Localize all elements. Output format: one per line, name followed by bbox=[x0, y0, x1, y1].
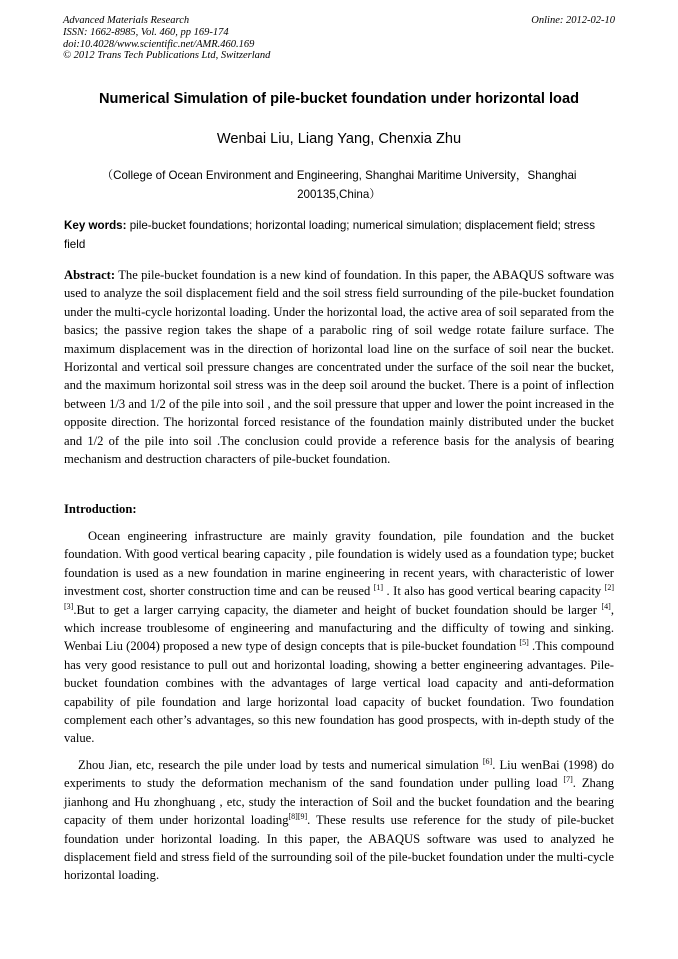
citation: [6] bbox=[482, 757, 493, 766]
abstract bbox=[64, 266, 614, 468]
citation: [2] [3] bbox=[64, 583, 614, 611]
citation: [7] bbox=[563, 775, 573, 785]
text-run: Zhou Jian, etc, research the pile under load by tests and numerical simulation bbox=[78, 758, 483, 772]
keywords-label: Key words: bbox=[64, 219, 127, 232]
keywords-text: pile-bucket foundations; horizontal loading; numerical simulation; displacement field; stress field bbox=[64, 219, 596, 251]
text-run: . Zhang jianhong and Hu zhonghuang , etc, study the interaction of Soil and the bucket foundation and the bearing capacity of them under horizontal loading bbox=[64, 776, 614, 828]
paper-authors: Wenbai Liu, Liang Yang, Chenxia Zhu bbox=[216, 131, 462, 147]
journal-issn: ISSN: 1662-8985, Vol. 460, pp 169-174 bbox=[63, 26, 229, 38]
abstract-label: Abstract: bbox=[64, 268, 116, 282]
keywords bbox=[64, 216, 614, 254]
paper-affiliation: （College of Ocean Environment and Engineering, Shanghai Maritime University，Shanghai 200135,China） bbox=[101, 169, 577, 201]
citation: [5] bbox=[519, 638, 529, 648]
text-run: , which increase troublesome of engineering and manufacturing and the difficulty of towing and sinking. Wenbai Liu (2004) proposed a new type of design concepts that is pile-bucket foundation bbox=[64, 602, 614, 654]
text-run: .This compound has very good resistance to pull out and horizontal loading, showing a better engineering advantages. Pile-bucket foundation combines with the advantages of large vertical load capacity and anti-deformation capability of pile foundation and large horizontal load capacity of bucket foundation. Two foundation complement each other’s advantages, so this new foundation has good prospects, with in-depth study of the value. bbox=[64, 639, 614, 746]
text-run: .But to get a larger carrying capacity, the diameter and height of bucket foundation should be larger bbox=[73, 602, 602, 617]
citation: [8][9] bbox=[288, 812, 308, 822]
paper-title: Numerical Simulation of pile-bucket foundation under horizontal load bbox=[99, 91, 579, 107]
online-date: Online: 2012-02-10 bbox=[531, 15, 615, 26]
text-run: . These results use reference for the study of pile-bucket foundation under horizontal loading. In this paper, the ABAQUS software was used to analyzed he displacement field and stress field of the surrounding soil of the pile-bucket foundation under the multi-cycle horizontal loading. bbox=[64, 813, 614, 883]
citation: [1] bbox=[373, 583, 384, 593]
introduction-paragraph-2 bbox=[64, 756, 614, 885]
abstract-text: The pile-bucket foundation is a new kind of foundation. In this paper, the ABAQUS software was used to analyze the soil displacement field and the soil stress field surrounding of the pile-bucket foundation under the multi-cycle horizontal loading. Under the horizontal load, the active area of soil separated from the basics; the passive region takes the shape of a parabolic ring of soil wedge rotate failure surface. The maximum displacement was in the direction of horizontal load line on the surface of soil near the bucket. Horizontal and vertical soil pressure changes are concentrated under the surface of the soil near the bucket, and the maximum horizontal soil stress was in the deep soil around the bucket. There is a point of inflection between 1/3 and 1/2 of the pile into soil , and the soil pressure that upper and lower the point increased in the opposite direction. The horizontal forced resistance of the foundation mainly distributed under the bucket and 1/2 of the pile into soil .The conclusion could provide a reference basis for the analysis of bearing mechanism and destruction characters of pile-bucket foundation. bbox=[64, 268, 614, 467]
journal-doi: doi:10.4028/www.scientific.net/AMR.460.169 bbox=[63, 38, 255, 50]
journal-copyright: © 2012 Trans Tech Publications Ltd, Switzerland bbox=[63, 50, 271, 62]
text-run: . It also has good vertical bearing capacity bbox=[383, 584, 605, 599]
journal-header bbox=[63, 15, 270, 62]
journal-name: Advanced Materials Research bbox=[63, 15, 190, 26]
citation: [4] bbox=[601, 601, 611, 611]
text-run: . Liu wenBai (1998) do experiments to study the deformation mechanism of the sand foundation under pulling load bbox=[64, 758, 614, 791]
introduction-paragraph-1 bbox=[64, 527, 614, 748]
text-run: Ocean engineering infrastructure are mainly gravity foundation, pile foundation and the bucket foundation. With good vertical bearing capacity , pile foundation is widely used as a foundation type; bucket foundation is used as a new foundation in marine engineering in recent years, with characteristic of lower investment cost, shorter construction time and can be reused bbox=[64, 529, 614, 599]
introduction-heading: Introduction: bbox=[64, 502, 137, 516]
